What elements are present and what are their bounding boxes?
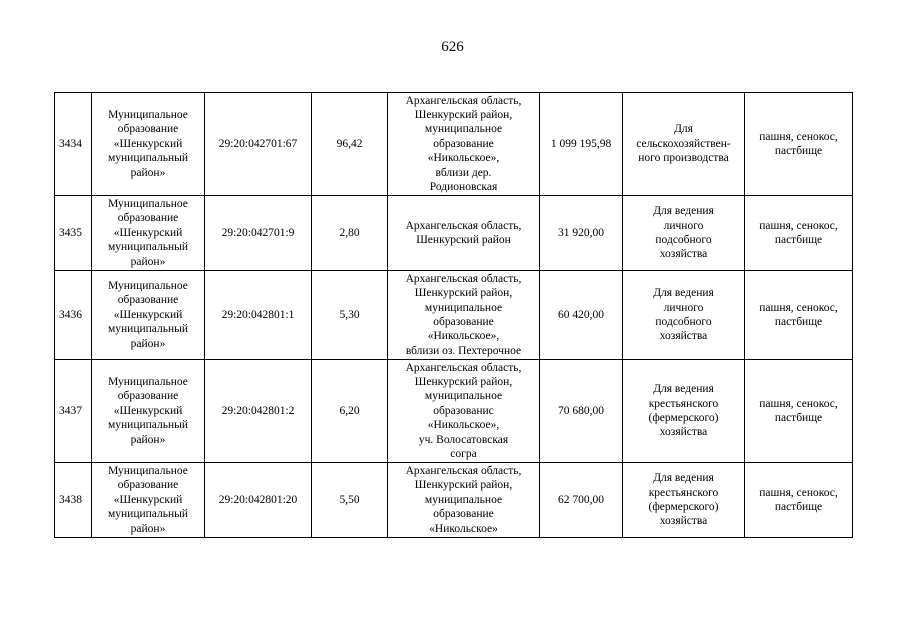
land-use-line: пастбище xyxy=(774,412,823,424)
table-row xyxy=(55,463,853,538)
cadastral-value: 1 099 195,98 xyxy=(540,93,623,196)
purpose-line: (фермерского) xyxy=(648,501,719,513)
owner-line: район» xyxy=(130,337,166,350)
location-line: Шенкурский район, xyxy=(414,287,513,300)
purpose-line: сельскохозяйствен- xyxy=(636,137,731,150)
purpose-cell xyxy=(623,271,745,360)
location-line: образование xyxy=(433,508,494,521)
location-line: муниципальное xyxy=(424,390,503,403)
purpose-line: Для ведения xyxy=(653,287,714,300)
row-number: 3438 xyxy=(55,463,92,538)
cadastral-value: 60 420,00 xyxy=(540,271,623,360)
owner-cell xyxy=(92,196,205,271)
owner-line: образование xyxy=(117,123,179,136)
cadastral-value: 62 700,00 xyxy=(540,463,623,538)
owner-line: «Шенкурский xyxy=(113,493,183,506)
location-line: вблизи оз. Пехтерочное xyxy=(405,344,522,357)
row-number: 3434 xyxy=(55,93,92,196)
row-number: 3436 xyxy=(55,271,92,360)
location-line: образование xyxy=(433,316,494,328)
location-cell xyxy=(388,196,540,271)
location-line: Архангельская область, xyxy=(405,94,522,107)
purpose-line: хозяйства xyxy=(659,515,708,528)
land-use-cell xyxy=(745,360,853,463)
purpose-line: Для xyxy=(674,123,693,136)
owner-line: муниципальный xyxy=(107,508,189,521)
area-value: 6,20 xyxy=(312,360,388,463)
location-line: Шенкурский район, xyxy=(414,108,513,121)
land-use-line: пастбище xyxy=(774,234,823,246)
location-cell xyxy=(388,271,540,360)
row-number: 3437 xyxy=(55,360,92,463)
location-line: образование xyxy=(433,137,494,150)
page-number: 626 xyxy=(441,39,464,55)
land-use-cell xyxy=(745,463,853,538)
purpose-line: крестьянского xyxy=(648,397,719,410)
location-line: Шенкурский район xyxy=(416,234,511,246)
purpose-line: личного xyxy=(663,219,704,232)
location-line: уч. Волосатовская xyxy=(418,433,509,446)
location-line: «Никольское», xyxy=(427,419,500,432)
owner-line: Муниципальное xyxy=(108,108,188,121)
land-use-line: пашня, сенокос, xyxy=(759,130,838,143)
owner-line: район» xyxy=(130,166,166,179)
location-line: Шенкурский район, xyxy=(414,479,513,492)
owner-line: район» xyxy=(130,433,166,446)
area-value: 2,80 xyxy=(312,196,388,271)
table-row xyxy=(55,271,853,360)
cadastral-number: 29:20:042701:67 xyxy=(205,93,312,196)
owner-line: «Шенкурский xyxy=(113,308,183,321)
location-cell xyxy=(388,360,540,463)
purpose-line: крестьянского xyxy=(648,486,719,499)
cadastral-value: 31 920,00 xyxy=(540,196,623,271)
owner-cell xyxy=(92,271,205,360)
purpose-cell xyxy=(623,360,745,463)
purpose-line: подсобного xyxy=(655,234,712,246)
purpose-line: хозяйства xyxy=(659,426,708,439)
land-registry-table xyxy=(54,92,853,538)
location-cell xyxy=(388,93,540,196)
land-use-cell xyxy=(745,93,853,196)
owner-line: «Шенкурский xyxy=(113,137,183,150)
location-line: Родионовская xyxy=(429,181,498,194)
purpose-line: Для ведения xyxy=(653,383,714,396)
owner-line: Муниципальное xyxy=(108,375,188,388)
location-line: Архангельская область, xyxy=(405,361,522,374)
purpose-cell xyxy=(623,93,745,196)
purpose-line: хозяйства xyxy=(659,248,708,261)
cadastral-number: 29:20:042801:2 xyxy=(205,360,312,463)
owner-line: муниципальный xyxy=(107,323,189,336)
location-line: Архангельская область, xyxy=(405,464,522,477)
table-row xyxy=(55,196,853,271)
land-use-cell xyxy=(745,271,853,360)
row-number: 3435 xyxy=(55,196,92,271)
land-use-line: пашня, сенокос, xyxy=(759,486,838,499)
purpose-line: ного производства xyxy=(638,152,729,165)
location-line: согра xyxy=(450,448,477,461)
purpose-line: Для ведения xyxy=(653,205,714,218)
land-use-line: пашня, сенокос, xyxy=(759,397,838,410)
location-line: вблизи дер. xyxy=(435,166,492,179)
location-line: Шенкурский район, xyxy=(414,375,513,388)
owner-line: муниципальный xyxy=(107,152,189,165)
purpose-line: подсобного xyxy=(655,316,712,328)
area-value: 5,50 xyxy=(312,463,388,538)
cadastral-value: 70 680,00 xyxy=(540,360,623,463)
land-use-line: пастбище xyxy=(774,145,823,157)
land-use-line: пастбище xyxy=(774,501,823,513)
purpose-cell xyxy=(623,463,745,538)
land-use-line: пашня, сенокос, xyxy=(759,219,838,232)
owner-line: «Шенкурский xyxy=(113,404,183,417)
owner-line: муниципальный xyxy=(107,241,189,254)
area-value: 5,30 xyxy=(312,271,388,360)
location-line: муниципальное xyxy=(424,123,503,136)
table-row xyxy=(55,93,853,196)
owner-cell xyxy=(92,93,205,196)
land-use-line: пашня, сенокос, xyxy=(759,301,838,314)
owner-cell xyxy=(92,463,205,538)
location-line: муниципальное xyxy=(424,301,503,314)
location-line: «Никольское», xyxy=(427,152,500,165)
location-line: муниципальное xyxy=(424,493,503,506)
owner-line: «Шенкурский xyxy=(113,226,183,239)
land-use-cell xyxy=(745,196,853,271)
location-line: образованис xyxy=(433,404,494,417)
purpose-line: (фермерского) xyxy=(648,412,719,424)
cadastral-number: 29:20:042701:9 xyxy=(205,196,312,271)
land-use-line: пастбище xyxy=(774,316,823,328)
table-row xyxy=(55,360,853,463)
cadastral-number: 29:20:042801:1 xyxy=(205,271,312,360)
owner-line: Муниципальное xyxy=(108,464,188,477)
owner-line: образование xyxy=(117,479,179,492)
owner-line: Муниципальное xyxy=(108,279,188,292)
location-cell xyxy=(388,463,540,538)
location-line: «Никольское», xyxy=(427,330,500,343)
location-line: Архангельская область, xyxy=(405,219,522,232)
owner-line: Муниципальное xyxy=(108,197,188,210)
purpose-line: личного xyxy=(663,301,704,314)
owner-line: муниципальный xyxy=(107,419,189,432)
purpose-line: Для ведения xyxy=(653,472,714,485)
owner-line: район» xyxy=(130,522,166,535)
location-line: «Никольское» xyxy=(429,522,498,535)
owner-line: район» xyxy=(130,255,166,268)
owner-line: образование xyxy=(117,294,179,307)
purpose-line: хозяйства xyxy=(659,330,708,343)
owner-line: образование xyxy=(117,390,179,403)
purpose-cell xyxy=(623,196,745,271)
owner-cell xyxy=(92,360,205,463)
location-line: Архангельская область, xyxy=(405,272,522,285)
area-value: 96,42 xyxy=(312,93,388,196)
owner-line: образование xyxy=(117,212,179,225)
cadastral-number: 29:20:042801:20 xyxy=(205,463,312,538)
